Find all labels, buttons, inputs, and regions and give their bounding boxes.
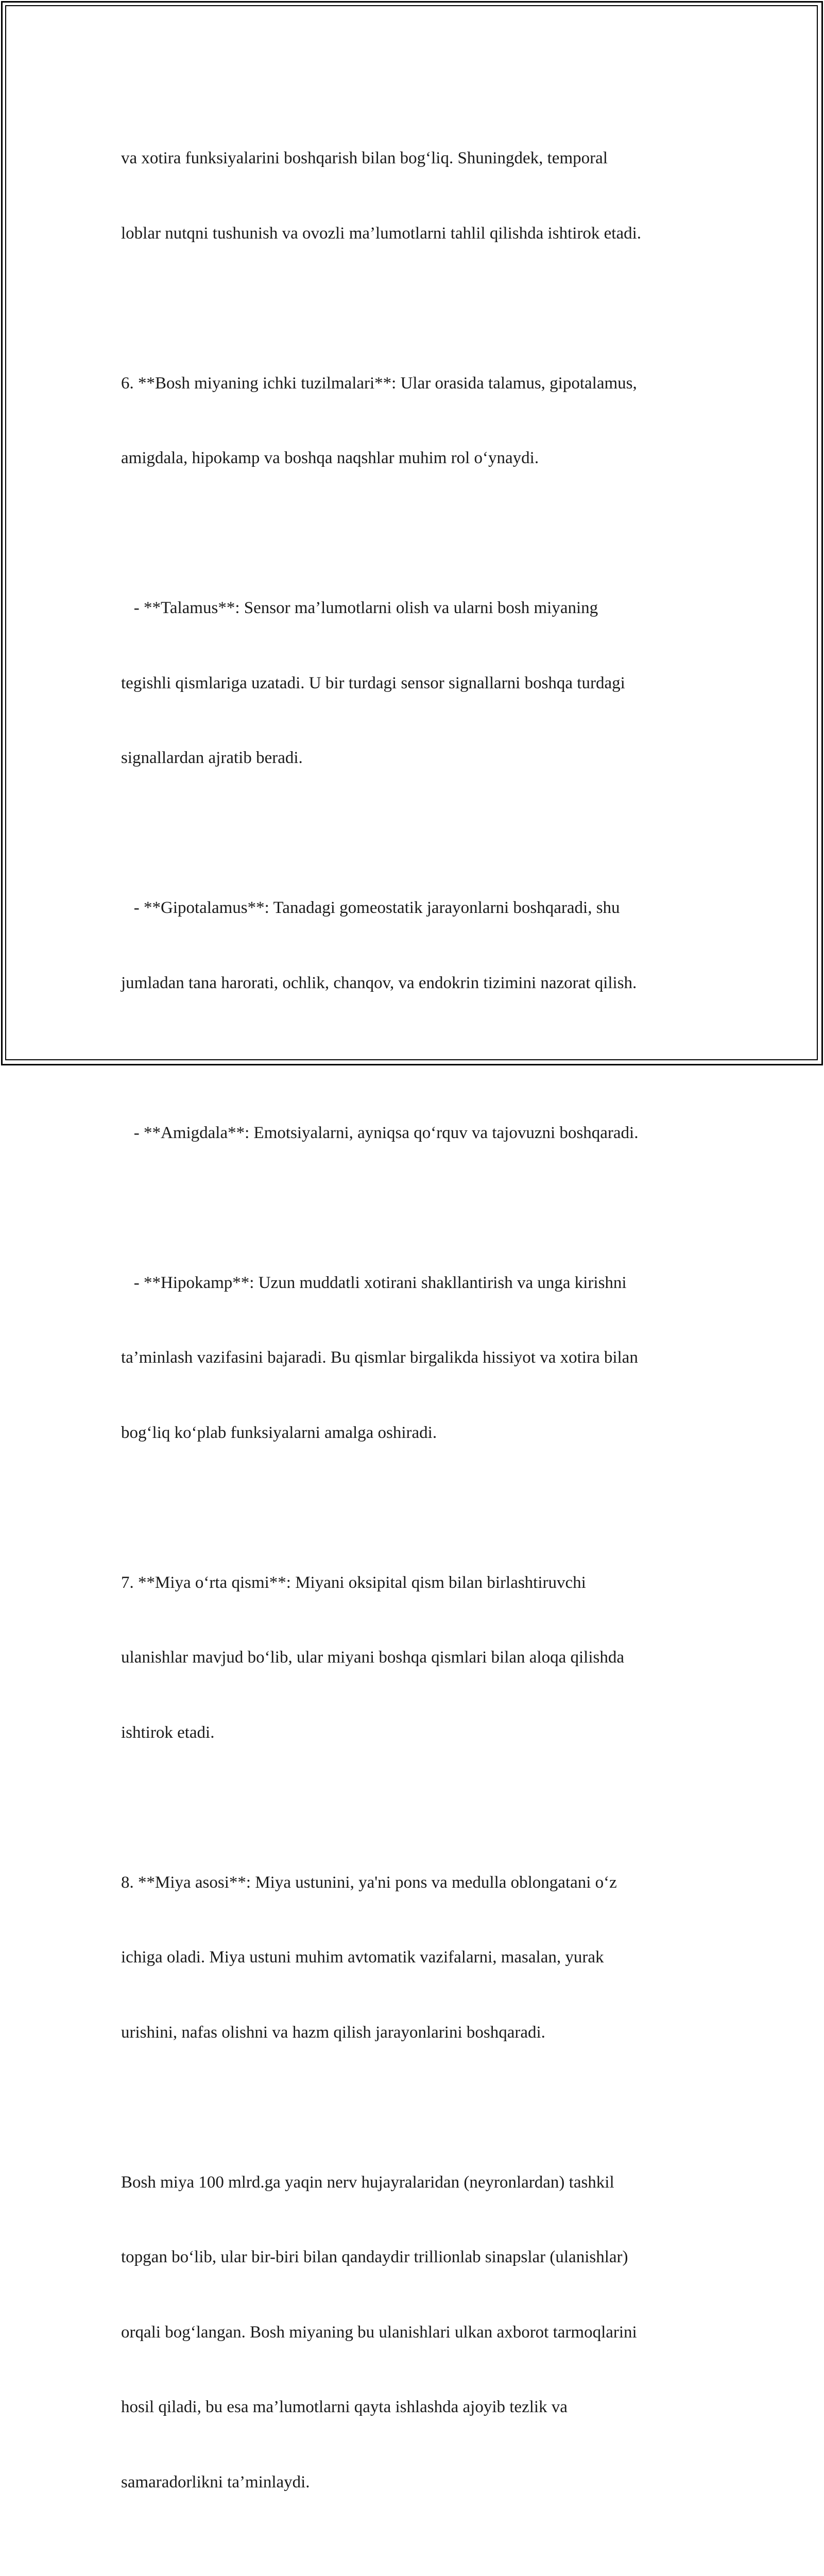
text-line: jumladan tana harorati, ochlik, chanqov, va endokrin tizimini nazorat qilish. — [121, 971, 729, 996]
text-line: ta’minlash vazifasini bajaradi. Bu qismlar birgalikda hissiyot va xotira bilan — [121, 1345, 729, 1370]
text-line: ulanishlar mavjud bo‘lib, ular miyani boshqa qismlari bilan aloqa qilishda — [121, 1645, 729, 1670]
document-body — [121, 96, 729, 2576]
paragraph-midbrain — [121, 1520, 729, 1795]
text-line: 8. **Miya asosi**: Miya ustunini, ya'ni pons va medulla oblongatani o‘z — [121, 1870, 729, 1895]
paragraph-brainstem — [121, 1820, 729, 2095]
text-line: topgan bo‘lib, ular bir-biri bilan qandaydir trillionlab sinapslar (ulanishlar) — [121, 2245, 729, 2270]
text-line: - **Amigdala**: Emotsiyalarni, ayniqsa qo‘rquv va tajovuzni boshqaradi. — [121, 1121, 729, 1146]
text-line: signallardan ajratib beradi. — [121, 745, 729, 771]
paragraph-thalamus — [121, 546, 729, 821]
text-line: - **Hipokamp**: Uzun muddatli xotirani shakllantirish va unga kirishni — [121, 1270, 729, 1296]
paragraph-temporal-lobes — [121, 96, 729, 296]
text-line: va xotira funksiyalarini boshqarish bilan bog‘liq. Shuningdek, temporal — [121, 146, 729, 171]
text-line: loblar nutqni tushunish va ovozli ma’lumotlarni tahlil qilishda ishtirok etadi. — [121, 221, 729, 246]
paragraph-brain-areas — [121, 2570, 729, 2576]
paragraph-neurons — [121, 2120, 729, 2545]
text-line: Bosh miya 100 mlrd.ga yaqin nerv hujayralaridan (neyronlardan) tashkil — [121, 2170, 729, 2195]
text-line: ichiga oladi. Miya ustuni muhim avtomatik vazifalarni, masalan, yurak — [121, 1945, 729, 1970]
paragraph-amygdala — [121, 1071, 729, 1196]
paragraph-hypothalamus — [121, 845, 729, 1045]
text-line: tegishli qismlariga uzatadi. U bir turdagi sensor signallarni boshqa turdagi — [121, 671, 729, 696]
text-line: amigdala, hipokamp va boshqa naqshlar muhim rol o‘ynaydi. — [121, 446, 729, 471]
text-line: ishtirok etadi. — [121, 1720, 729, 1745]
text-line: - **Gipotalamus**: Tanadagi gomeostatik jarayonlarni boshqaradi, shu — [121, 895, 729, 921]
text-line: samaradorlikni ta’minlaydi. — [121, 2470, 729, 2495]
text-line: hosil qiladi, bu esa ma’lumotlarni qayta ishlashda ajoyib tezlik va — [121, 2395, 729, 2420]
text-line: orqali bog‘langan. Bosh miyaning bu ulanishlari ulkan axborot tarmoqlarini — [121, 2320, 729, 2345]
text-line: bog‘liq ko‘plab funksiyalarni amalga oshiradi. — [121, 1420, 729, 1446]
paragraph-hippocampus — [121, 1221, 729, 1496]
text-line: urishini, nafas olishni va hazm qilish jarayonlarini boshqaradi. — [121, 2020, 729, 2045]
paragraph-internal-structures — [121, 321, 729, 521]
text-line: - **Talamus**: Sensor ma’lumotlarni olish va ularni bosh miyaning — [121, 596, 729, 621]
text-line: 6. **Bosh miyaning ichki tuzilmalari**: Ular orasida talamus, gipotalamus, — [121, 371, 729, 396]
text-line: 7. **Miya o‘rta qismi**: Miyani oksipital qism bilan birlashtiruvchi — [121, 1570, 729, 1596]
